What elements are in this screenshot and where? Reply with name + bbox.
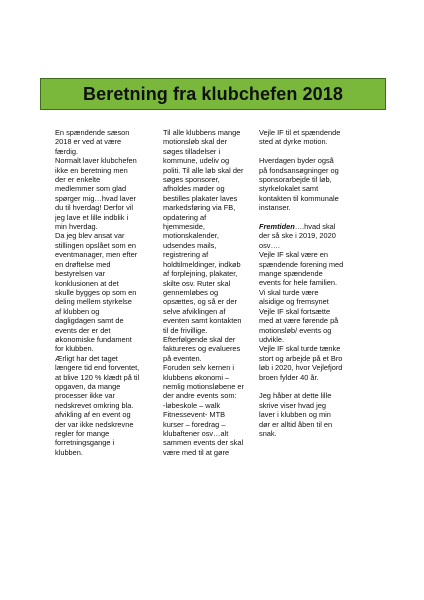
text-line: Normalt laver klubchefen xyxy=(55,156,137,166)
text-line: Vejle IF skal fortsætte xyxy=(259,306,331,316)
text-line: snak. xyxy=(259,428,277,438)
text-line: Da jeg blev ansat var xyxy=(55,231,125,241)
text-line: klubaftener osv…alt xyxy=(163,429,229,438)
text-line: længere tid end forventet, xyxy=(55,363,140,373)
text-line: sponsorarbejde til løb, xyxy=(259,175,332,185)
text-line: instanser. xyxy=(259,203,291,213)
text-line: dør er alltid åben til en xyxy=(259,419,333,429)
text-line: Jeg håber at dette lille xyxy=(259,391,332,401)
text-line: være med til at gøre xyxy=(163,447,230,457)
text-line: eventen samt kontakten xyxy=(163,316,242,326)
text-line: min hverdag. xyxy=(55,222,98,232)
text-column-3 xyxy=(259,128,360,438)
paragraph-4 xyxy=(259,391,360,438)
text-line: søges sponsorer, xyxy=(163,175,220,185)
text-line: opsættes, og så er der xyxy=(163,297,237,307)
text-line: at blive 120 % klædt på til xyxy=(55,372,140,382)
text-line: 2018 er ved at være xyxy=(55,137,122,147)
text-line: eventmanager, men efter xyxy=(55,250,138,260)
paragraph-1 xyxy=(259,128,360,147)
text-line: med at være førende på xyxy=(259,316,339,326)
text-line: Vi skal turde være xyxy=(259,287,319,297)
paragraph-3-first-line: Fremtiden….hvad skal xyxy=(259,222,336,232)
text-line: færdig. xyxy=(55,146,79,156)
text-line: stort og arbejde på et Bro xyxy=(259,353,343,363)
text-line: udvikle. xyxy=(259,334,285,344)
text-line: registrering af xyxy=(163,250,209,260)
future-heading: Fremtiden xyxy=(259,222,295,232)
text-line: Foruden selv kernen i xyxy=(163,363,235,373)
title-banner xyxy=(40,78,386,110)
text-line: broen fylder 40 år. xyxy=(259,372,319,382)
text-line: der er enkelte xyxy=(55,175,101,185)
text-line: opdatering af xyxy=(163,212,207,222)
text-line: ikke en beretning men xyxy=(55,165,128,175)
text-line: stillingen opslået som en xyxy=(55,240,136,250)
text-line: events for hele familien. xyxy=(259,278,338,288)
text-line: klubben. xyxy=(55,447,83,457)
text-line: events der er det xyxy=(55,325,111,335)
text-line: udsendes mails, xyxy=(163,240,217,250)
text-line: nedskrevet omkring bla. xyxy=(55,400,134,410)
text-line: bestyrelsen var xyxy=(55,269,106,279)
text-line: mange spændende xyxy=(259,269,323,279)
text-line: løb i 2020, hvor Vejlefjord xyxy=(259,363,343,373)
text-line: kontakten til kommunale xyxy=(259,193,339,203)
text-line: skrive viser hvad jeg xyxy=(259,400,326,410)
text-line: faktureres og evalueres xyxy=(163,344,241,354)
text-line: holdtilmeldinger, indkøb xyxy=(163,259,241,269)
text-line: gennemløbes og xyxy=(163,287,219,297)
text-line: spørger mig…hvad laver xyxy=(55,193,136,203)
text-line: osv…. xyxy=(259,240,280,250)
text-line: skilte osv. Ruter skal xyxy=(163,278,231,288)
text-line: Til alle klubbens mange xyxy=(163,128,241,137)
text-line: regler for mange xyxy=(55,429,110,438)
text-line: kommune, udeliv og xyxy=(163,156,230,166)
text-line: sted at dyrke motion. xyxy=(259,137,328,147)
text-column-2 xyxy=(163,128,255,457)
text-line: for klubben. xyxy=(55,344,94,354)
text-line: laver i klubben og min xyxy=(259,410,331,420)
text-line: søges tilladelser i xyxy=(163,146,221,156)
text-line: -løbeskole – walk xyxy=(163,400,221,410)
page-title: Beretning fra klubchefen 2018 xyxy=(83,83,343,104)
text-line: kurser – foredrag – xyxy=(163,419,226,429)
text-line: konklusionen at det xyxy=(55,278,119,288)
paragraph-3 xyxy=(259,222,360,382)
text-line: der var ikke nedskrevne xyxy=(55,419,134,429)
text-line: hjemmeside, xyxy=(163,222,205,232)
text-line: sammen events der skal xyxy=(163,438,244,448)
text-line: Vejle IF til et spændende xyxy=(259,128,341,137)
text-line: Vejle IF skal være en xyxy=(259,250,329,260)
text-line: der andre events som: xyxy=(163,391,237,401)
text-line: der så ske i 2019, 2020 xyxy=(259,231,336,241)
paragraph-2 xyxy=(259,156,360,212)
text-line: klubbens økonomi – xyxy=(163,372,230,382)
text-line: på fondsansøgninger og xyxy=(259,165,339,175)
text-line: til de frivillige. xyxy=(163,325,208,335)
text-line: Fitnessevent- MTB xyxy=(163,410,226,420)
text-line: motionskalender, xyxy=(163,231,219,241)
text-line: på eventen. xyxy=(163,353,202,363)
text-line: opgaven, da mange xyxy=(55,381,121,391)
text-line: medlemmer som glad xyxy=(55,184,127,194)
text-line: afholdes møder og xyxy=(163,184,225,194)
text-line: afvikling af en event og xyxy=(55,410,131,420)
text-line: deling mellem styrkelse xyxy=(55,297,132,307)
text-column-1 xyxy=(55,128,147,457)
text-line: en drøftelse med xyxy=(55,259,111,269)
text-line: forretningsgange i xyxy=(55,438,115,448)
text-line: spændende forening med xyxy=(259,259,344,269)
text-line: økonomiske fundament xyxy=(55,334,132,344)
text-line: du til hverdag! Derfor vil xyxy=(55,203,134,213)
text-line: Hverdagen byder også xyxy=(259,156,334,166)
text-line: af klubben og xyxy=(55,306,100,316)
text-line: politi. Til alle løb skal der xyxy=(163,165,244,175)
text-line: alsidige og fremsynet xyxy=(259,297,329,307)
text-line: Ærligt har det taget xyxy=(55,353,118,363)
text-line: motionsløb skal der xyxy=(163,137,228,147)
text-line: motionsløb/ events og xyxy=(259,325,332,335)
text-line: dagligdagen samt de xyxy=(55,316,124,326)
text-line: Efterfølgende skal der xyxy=(163,334,236,344)
text-line: bestilles plakater laves xyxy=(163,193,238,203)
text-line: skulle bygges op som en xyxy=(55,287,137,297)
text-line: processer ikke var xyxy=(55,391,115,401)
text-line: jeg lave et lille indblik i xyxy=(55,212,129,222)
text-line: selve afviklingen af xyxy=(163,306,226,316)
text-line: En spændende sæson xyxy=(55,128,130,137)
text-line: nemlig motionsløbene er xyxy=(163,381,244,391)
text-line: af forplejning, plakater, xyxy=(163,269,238,279)
text-line: styrkelokalet samt xyxy=(259,184,319,194)
text-line: markedsføring via FB, xyxy=(163,203,236,213)
text-line: Vejle IF skal turde tænke xyxy=(259,344,341,354)
